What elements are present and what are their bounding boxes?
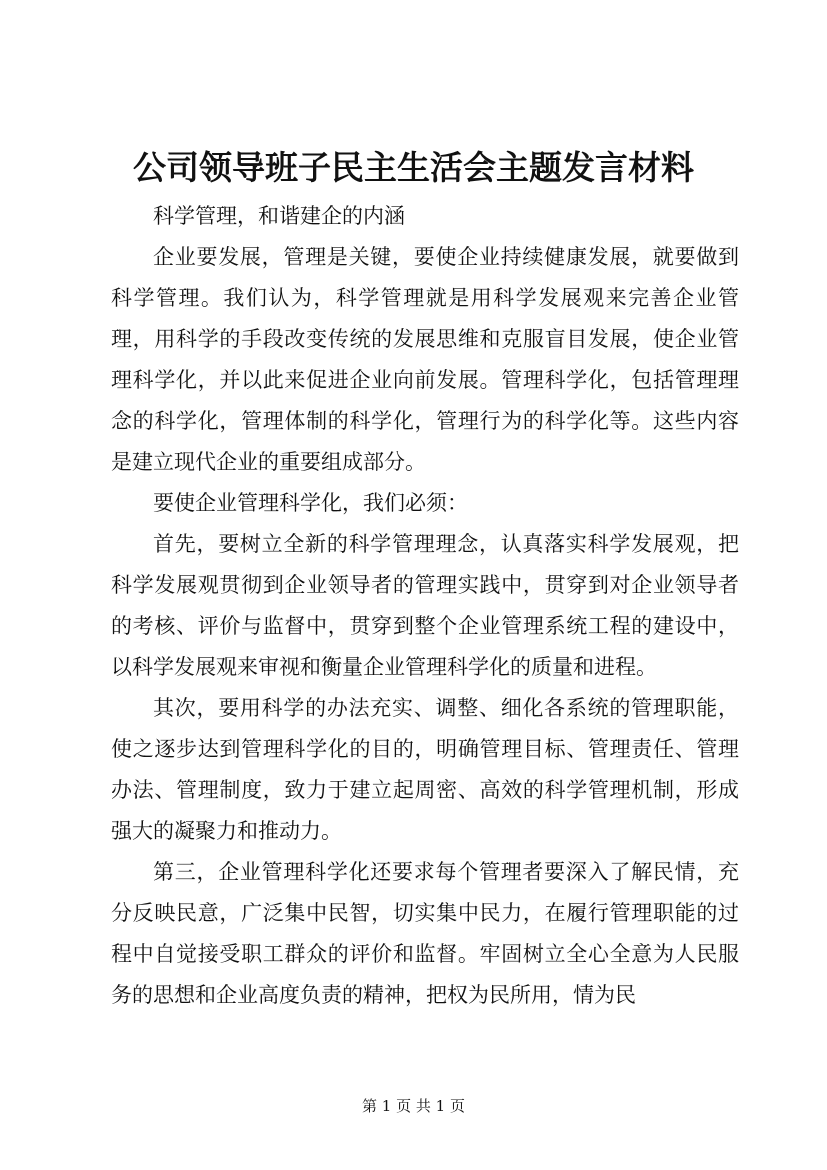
paragraph: 首先，要树立全新的科学管理理念，认真落实科学发展观，把科学发展观贯彻到企业领导者的管理实践中，贯穿到对企业领导者的考核、评价与监督中，贯穿到整个企业管理系统工程的建设中，以科学发展观来审视和衡量企业管理科学化的质量和进程。 [111,532,739,679]
section-heading: 科学管理，和谐建企的内涵 [153,204,405,228]
paragraph: 企业要发展，管理是关键，要使企业持续健康发展，就要做到科学管理。我们认为，科学管理就是用科学发展观来完善企业管理，用科学的手段改变传统的发展思维和克服盲目发展，使企业管理科学化，并以此来促进企业向前发展。管理科学化，包括管理理念的科学化，管理体制的科学化，管理行为的科学化等。这些内容是建立现代企业的重要组成部分。 [111,245,739,474]
page-footer: 第 1 页 共 1 页 [362,1097,465,1115]
paragraph: 其次，要用科学的办法充实、调整、细化各系统的管理职能，使之逐步达到管理科学化的目的，明确管理目标、管理责任、管理办法、管理制度，致力于建立起周密、高效的科学管理机制，形成强大的凝聚力和推动力。 [111,696,739,843]
paragraph: 要使企业管理科学化，我们必须： [153,491,468,515]
document-title: 公司领导班子民主生活会主题发言材料 [133,148,694,187]
paragraph: 第三，企业管理科学化还要求每个管理者要深入了解民情，充分反映民意，广泛集中民智，切实集中民力，在履行管理职能的过程中自觉接受职工群众的评价和监督。牢固树立全心全意为人民服务的思想和企业高度负责的精神，把权为民所用，情为民 [111,860,739,1007]
document-body [111,196,739,1016]
